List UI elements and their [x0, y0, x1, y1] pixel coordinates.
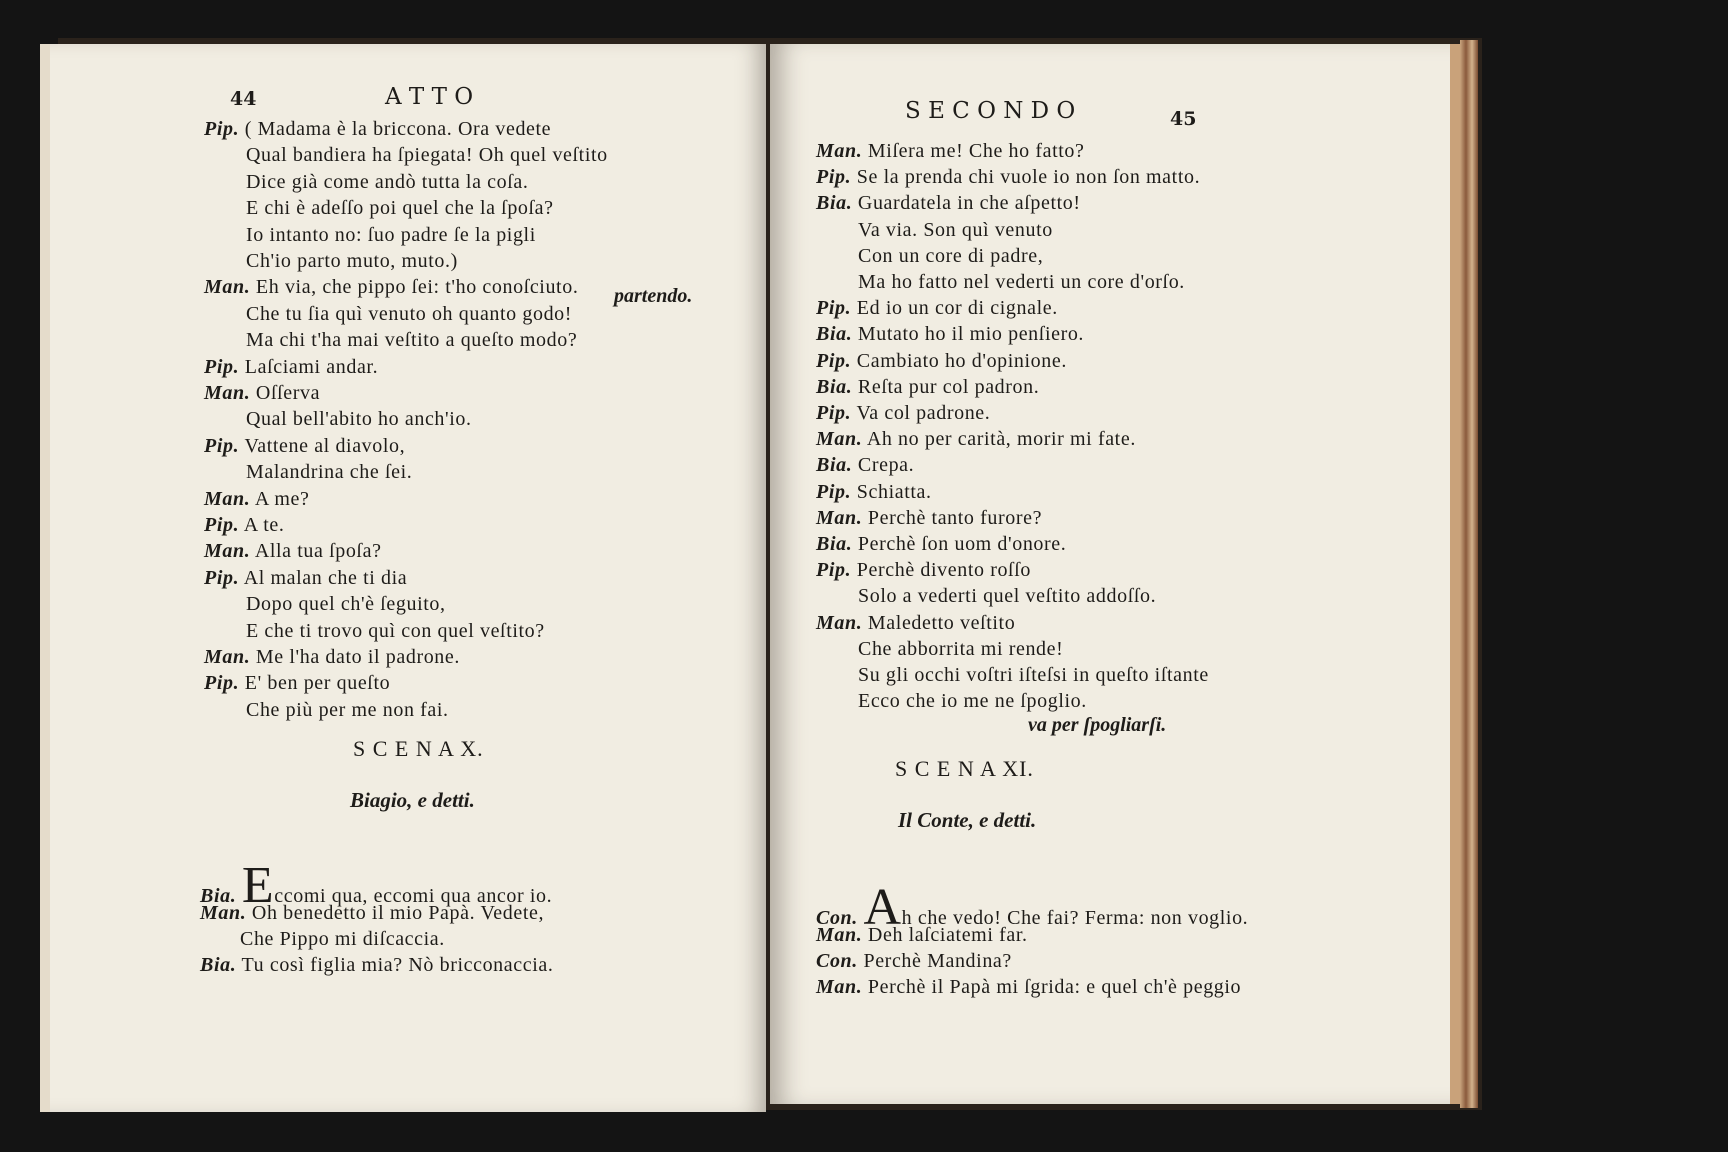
speaker-label: Bia.: [816, 323, 853, 346]
dialogue-line: [246, 171, 528, 194]
line-text: Ah no per carità, morir mi fate.: [866, 428, 1136, 451]
dialogue-line: [246, 593, 446, 616]
line-text: Che tu ſia quì venuto oh quanto godo!: [246, 302, 573, 325]
line-text: Ma chi t'ha mai veſtito a queſto modo?: [246, 329, 578, 352]
line-text: Solo a vederti quel veſtito addoſſo.: [858, 585, 1157, 608]
dialogue-line: [246, 303, 572, 326]
line-text: E chi è adeſſo poi quel che la ſpoſa?: [246, 197, 554, 220]
line-text: Vattene al diavolo,: [244, 434, 406, 457]
stage-direction: partendo.: [614, 285, 693, 307]
line-text: Reſta pur col padron.: [857, 375, 1040, 398]
speaker-label: Man.: [204, 276, 251, 299]
dialogue-line: [204, 567, 407, 590]
line-text: Maledetto veſtito: [867, 611, 1016, 634]
speaker-label: Man.: [816, 611, 863, 634]
line-text: Guardatela in che aſpetto!: [857, 192, 1081, 215]
speaker-label: Bia.: [816, 454, 853, 477]
dialogue-line: [200, 902, 544, 925]
speaker-label: Man.: [204, 540, 251, 563]
speaker-label: Man.: [816, 924, 863, 946]
speaker-label: Bia.: [816, 533, 853, 555]
dialogue-line: [204, 382, 320, 405]
dialogue-line: [816, 481, 932, 504]
drop-cap: E: [241, 857, 275, 914]
dialogue-line: [816, 976, 1241, 999]
line-text: Qual bell'abito ho anch'io.: [246, 408, 472, 431]
speaker-label: Pip.: [204, 434, 240, 457]
line-text: Laſciami andar.: [244, 355, 379, 378]
dialogue-line: [204, 356, 378, 379]
dialogue-line: [246, 224, 536, 247]
line-text: Perchè tanto furore?: [867, 506, 1043, 529]
speaker-label: Pip.: [816, 559, 852, 582]
speaker-label: Pip.: [204, 672, 240, 695]
dialogue-line: [246, 620, 545, 643]
line-text: Va via. Son quì venuto: [858, 218, 1053, 241]
right-page: [770, 44, 1460, 1104]
dialogue-line: [246, 461, 412, 484]
drop-cap: A: [863, 879, 902, 936]
dialogue-line: [240, 928, 445, 951]
line-text: E che ti trovo quì con quel veſtito?: [246, 619, 545, 642]
dialogue-line: [816, 402, 990, 425]
speaker-label: Man.: [200, 902, 247, 924]
line-text: Che abborrita mi rende!: [858, 637, 1064, 660]
dialogue-line: [858, 638, 1063, 661]
line-text: Dopo quel ch'è ſeguito,: [246, 593, 446, 616]
dialogue-line: [200, 954, 553, 977]
dialogue-line: [858, 245, 1043, 268]
line-text: Perchè divento roſſo: [856, 559, 1031, 582]
line-text: Perchè ſon uom d'onore.: [857, 533, 1067, 555]
line-text: Che Pippo mi diſcaccia.: [240, 928, 445, 950]
line-text: Miſera me! Che ho fatto?: [867, 140, 1085, 162]
speaker-label: Bia.: [816, 375, 853, 398]
line-text: Io intanto no: ſuo padre ſe la pigli: [246, 223, 536, 246]
left-page: [40, 44, 766, 1112]
dialogue-line: [204, 514, 284, 537]
page-number: 45: [1170, 108, 1197, 130]
scene-cast: Biagio, e detti.: [350, 788, 475, 812]
dialogue-line: [816, 559, 1031, 582]
line-text: Me l'ha dato il padrone.: [255, 646, 460, 668]
dialogue-line: [858, 219, 1053, 242]
line-text: ccomi qua, eccomi qua ancor io.: [274, 885, 553, 907]
line-text: Ecco che io me ne ſpoglio.: [858, 690, 1087, 713]
speaker-label: Pip.: [204, 514, 240, 536]
line-text: Eh via, che pippo ſei: t'ho conoſciuto.: [255, 276, 579, 299]
speaker-label: Man.: [816, 428, 863, 451]
line-text: A te.: [243, 514, 285, 536]
dialogue-line: [204, 118, 551, 141]
dialogue-line: [816, 297, 1058, 320]
line-text: Cambiato ho d'opinione.: [856, 349, 1067, 372]
line-text: Crepa.: [857, 454, 915, 477]
dialogue-line: [816, 454, 914, 477]
dialogue-line: [816, 192, 1081, 215]
speaker-label: Pip.: [816, 349, 852, 372]
line-text: Al malan che ti dia: [243, 566, 408, 589]
dialogue-line: [204, 672, 390, 695]
line-text: Deh laſciatemi far.: [867, 924, 1028, 946]
dialogue-line: [816, 323, 1084, 346]
line-text: Su gli occhi voſtri iſteſsi in queſto iſtante: [858, 664, 1209, 686]
dialogue-line: [204, 276, 578, 299]
speaker-label: Bia.: [200, 954, 237, 976]
dialogue-line: [858, 271, 1185, 294]
line-text: Tu così figlia mia? Nò bricconaccia.: [241, 954, 554, 976]
dialogue-line: [816, 924, 1028, 947]
line-text: Con un core di padre,: [858, 244, 1044, 267]
line-text: Dice già come andò tutta la coſa.: [246, 170, 529, 193]
running-header: S E C O N D O: [905, 98, 1076, 124]
speaker-label: Bia.: [816, 192, 853, 215]
dialogue-line: [858, 690, 1087, 713]
line-text: Qual bandiera ha ſpiegata! Oh quel veſtito: [246, 144, 608, 167]
line-text: Mutato ho il mio penſiero.: [857, 323, 1085, 346]
line-text: Oh benedetto il mio Papà. Vedete,: [251, 902, 545, 924]
speaker-label: Pip.: [816, 166, 852, 189]
running-header: A T T O: [385, 84, 474, 110]
line-text: Che più per me non fai.: [246, 698, 449, 721]
dialogue-line: [816, 140, 1084, 163]
page-edges: [1460, 40, 1478, 1108]
speaker-label: Man.: [816, 976, 863, 998]
dialogue-line: [246, 408, 472, 431]
dialogue-line: [816, 428, 1136, 451]
speaker-label: Pip.: [816, 480, 852, 503]
dialogue-line: [204, 540, 382, 563]
dialogue-line: [816, 507, 1042, 530]
dialogue-line: [204, 488, 309, 511]
speaker-label: Pip.: [816, 402, 852, 424]
stage-direction: va per ſpogliarſi.: [1028, 714, 1167, 736]
speaker-label: Bia.: [200, 885, 237, 907]
dialogue-line: [816, 533, 1066, 556]
line-text: Perchè Mandina?: [863, 950, 1012, 972]
line-text: Perchè il Papà mi ſgrida: e quel ch'è peggio: [867, 976, 1242, 998]
speaker-label: Man.: [816, 140, 863, 162]
line-text: Schiatta.: [856, 480, 932, 503]
scene-cast: Il Conte, e detti.: [898, 808, 1037, 832]
speaker-label: Man.: [816, 506, 863, 529]
scene-title: S C E N A X.: [353, 736, 484, 761]
speaker-label: Man.: [204, 487, 251, 510]
line-text: Oſſerva: [255, 382, 321, 404]
scene-title: S C E N A XI.: [895, 756, 1034, 781]
dialogue-line: [246, 197, 554, 220]
line-text: Se la prenda chi vuole io non ſon matto.: [856, 166, 1201, 189]
line-text: ( Madama è la briccona. Ora vedete: [244, 118, 552, 140]
dialogue-line: [816, 166, 1200, 189]
speaker-label: Pip.: [204, 118, 240, 140]
dialogue-line: [204, 646, 460, 669]
line-text: h che vedo! Che fai? Ferma: non voglio.: [901, 907, 1249, 929]
page-number: 44: [230, 88, 257, 110]
line-text: A me?: [254, 487, 310, 510]
speaker-label: Pip.: [204, 355, 240, 378]
dialogue-line: [204, 435, 405, 458]
dialogue-line: [816, 350, 1067, 373]
speaker-label: Con.: [816, 950, 858, 972]
dialogue-line: [816, 950, 1012, 973]
speaker-label: Man.: [204, 646, 251, 668]
dialogue-line: [246, 329, 577, 352]
dialogue-line: [816, 612, 1015, 635]
speaker-label: Pip.: [204, 566, 240, 589]
speaker-label: Man.: [204, 382, 251, 404]
line-text: Ch'io parto muto, muto.): [246, 250, 458, 272]
line-text: Ed io un cor di cignale.: [856, 297, 1058, 320]
line-text: Ma ho fatto nel vederti un core d'orſo.: [858, 271, 1185, 293]
dialogue-line: [246, 699, 449, 722]
speaker-label: Pip.: [816, 297, 852, 320]
dialogue-line: [858, 585, 1156, 608]
dialogue-line: [246, 144, 608, 167]
dialogue-line: [858, 664, 1209, 687]
line-text: Va col padrone.: [856, 402, 991, 424]
dialogue-line: [246, 250, 458, 273]
speaker-label: Con.: [816, 907, 858, 929]
dialogue-line: [816, 376, 1039, 399]
line-text: Malandrina che ſei.: [246, 461, 413, 484]
line-text: E' ben per queſto: [244, 672, 391, 695]
line-text: Alla tua ſpoſa?: [254, 540, 382, 563]
